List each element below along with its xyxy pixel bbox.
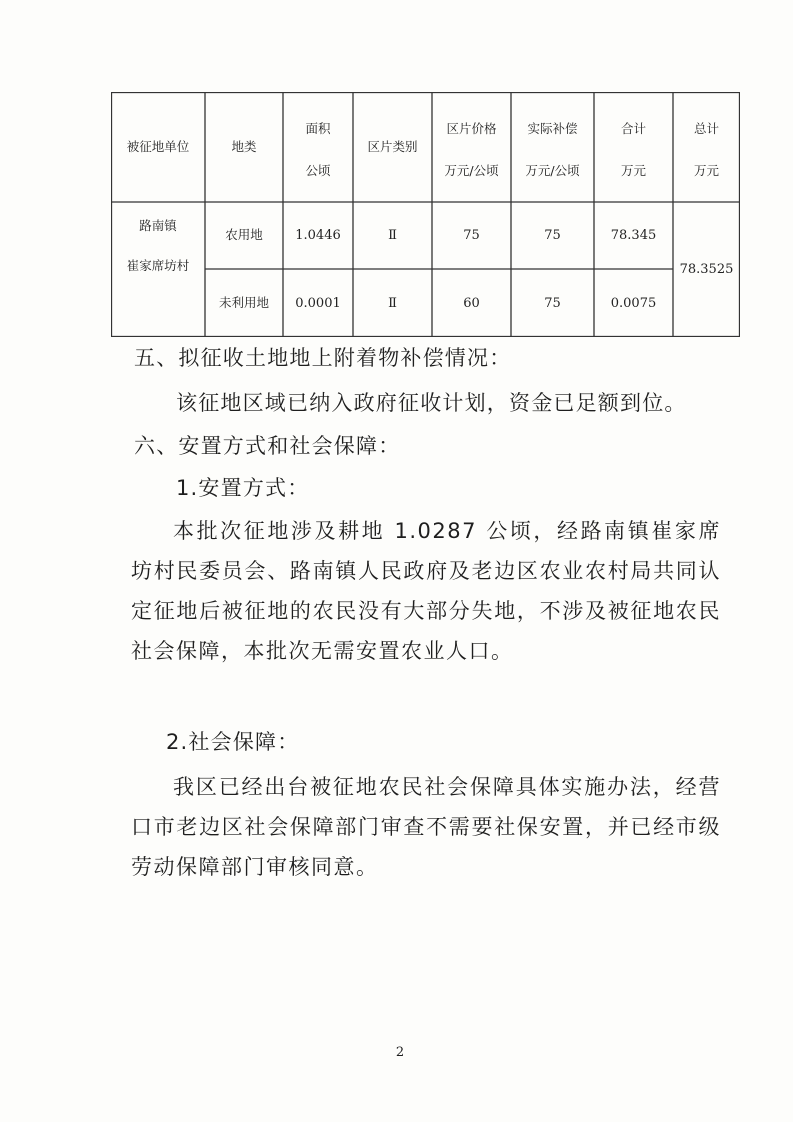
total-value: 78.3525 xyxy=(679,262,734,277)
row1-zone-price: 75 xyxy=(463,228,480,243)
row2-area: 0.0001 xyxy=(295,295,341,311)
header-unit: 被征地单位 xyxy=(126,138,190,154)
row2-zone-type: Ⅱ xyxy=(388,295,397,311)
unit-line1: 路南镇 xyxy=(139,217,177,233)
header-actual-comp: 实际补偿 xyxy=(527,120,578,136)
header-zone-type: 区片类别 xyxy=(367,138,418,154)
section6-2-heading: 2.社会保障： xyxy=(166,730,300,754)
section6-heading: 六、安置方式和社会保障： xyxy=(134,434,401,458)
section5-heading: 五、拟征收土地地上附着物补偿情况： xyxy=(134,346,512,370)
row1-zone-type: Ⅱ xyxy=(388,228,397,243)
header-area-unit: 公顷 xyxy=(305,162,331,178)
row2-zone-price: 60 xyxy=(463,295,480,311)
section5-body: 该征地区域已纳入政府征收计划，资金已足额到位。 xyxy=(176,391,687,415)
unit-line2: 崔家席坊村 xyxy=(126,257,190,273)
header-actual-comp-unit: 万元/公顷 xyxy=(525,162,580,178)
compensation-table xyxy=(111,92,740,337)
row2-subtotal: 0.0075 xyxy=(610,295,657,311)
header-total-unit: 万元 xyxy=(693,162,719,178)
header-subtotal-unit: 万元 xyxy=(620,162,646,178)
header-zone-price-unit: 万元/公顷 xyxy=(444,162,499,178)
row1-actual-comp: 75 xyxy=(544,228,561,243)
row2-actual-comp: 75 xyxy=(544,295,561,311)
header-total: 总计 xyxy=(693,120,719,136)
row1-land-type: 农用地 xyxy=(225,227,263,243)
header-land-type: 地类 xyxy=(231,138,257,154)
section6-1-heading: 1.安置方式： xyxy=(176,476,310,500)
row2-land-type: 未利用地 xyxy=(218,294,269,310)
header-subtotal: 合计 xyxy=(620,120,646,136)
header-area: 面积 xyxy=(305,120,331,136)
row1-area: 1.0446 xyxy=(295,228,341,243)
section6-1-body: 本批次征地涉及耕地 1.0287 公顷，经路南镇崔家席坊村民委员会、路南镇人民政府及老边区农业农村局共同认定征地后被征地的农民没有大部分失地，不涉及被征地农民社会保障，本批次无需安置农业人口。 xyxy=(131,519,721,663)
section6-2-body: 我区已经出台被征地农民社会保障具体实施办法，经营口市老边区社会保障部门审查不需要社保安置，并已经市级劳动保障部门审核同意。 xyxy=(131,775,721,879)
header-zone-price: 区片价格 xyxy=(446,120,497,136)
row1-subtotal: 78.345 xyxy=(610,228,657,243)
page-number: 2 xyxy=(395,1045,405,1060)
